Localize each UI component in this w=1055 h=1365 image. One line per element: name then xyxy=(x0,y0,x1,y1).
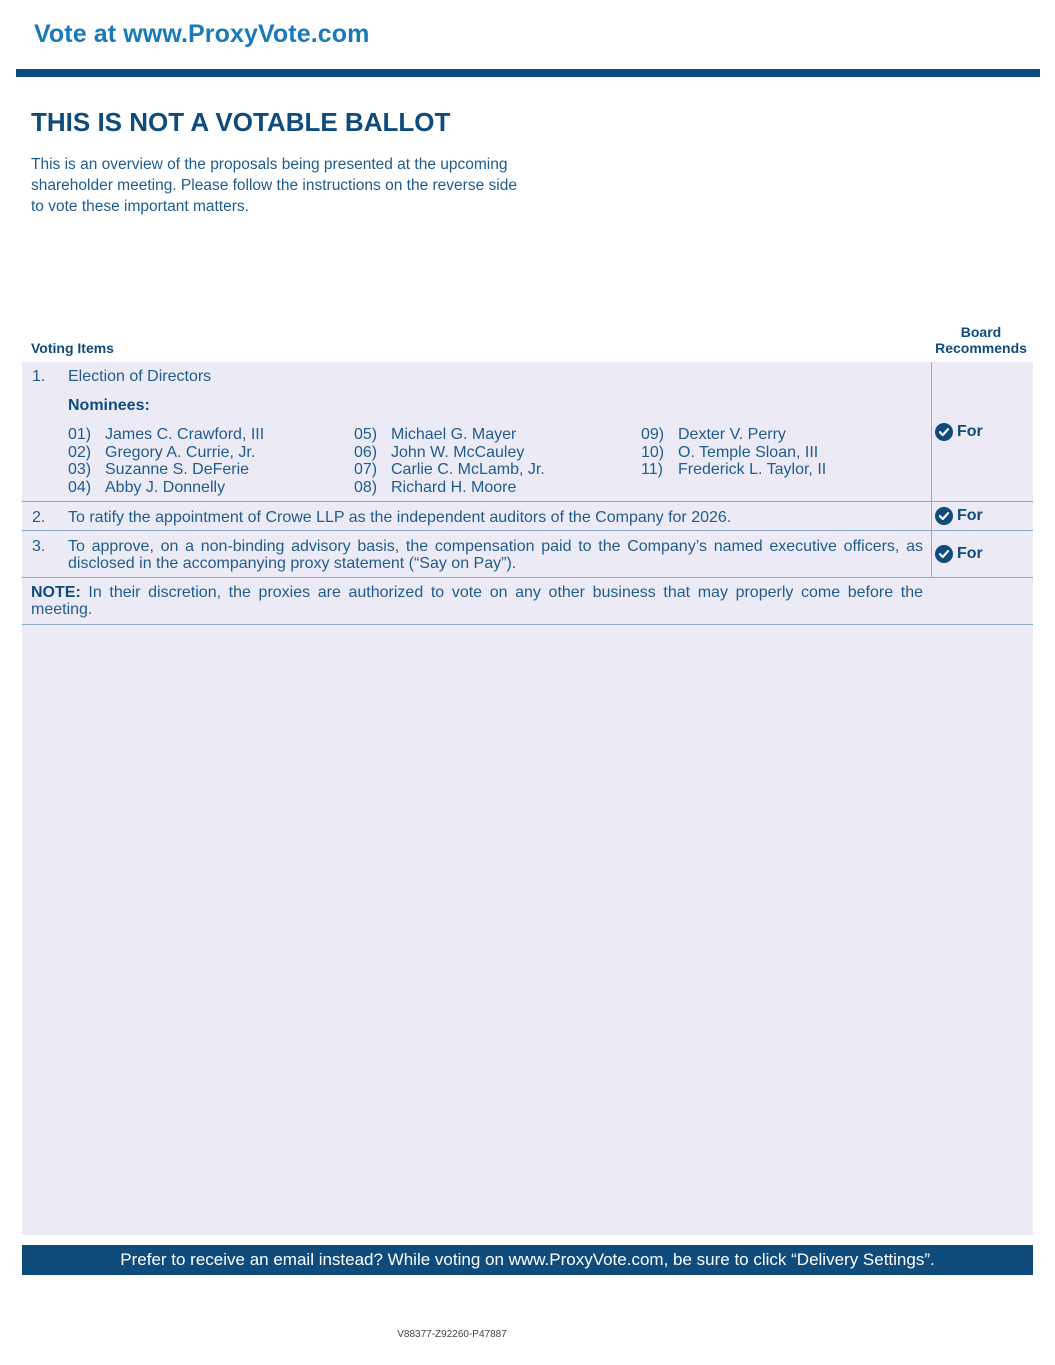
item-number: 1. xyxy=(32,368,46,385)
voting-item-3 xyxy=(22,531,1033,578)
check-circle-icon xyxy=(935,545,953,563)
recommendation-label: For xyxy=(957,507,983,524)
document-code: V88377-Z92260-P47887 xyxy=(397,1329,507,1340)
nominee-number: 04) xyxy=(68,479,92,497)
nominee-name: James C. Crawford, III xyxy=(105,426,265,443)
note-text xyxy=(31,584,923,618)
check-circle-icon xyxy=(935,423,953,441)
nominee-name: O. Temple Sloan, III xyxy=(678,443,819,461)
item-number: 2. xyxy=(32,509,46,526)
board-recommendation xyxy=(935,545,983,563)
nominee-name: Richard H. Moore xyxy=(391,479,517,497)
nominee-number: 05) xyxy=(354,426,378,443)
item-number: 3. xyxy=(32,538,46,555)
nominee xyxy=(354,479,545,497)
nominee xyxy=(641,444,826,462)
nominee-name: Gregory A. Currie, Jr. xyxy=(105,443,256,461)
nominee-column-3 xyxy=(641,426,826,479)
header-rule xyxy=(16,69,1040,77)
voting-items-header: Voting Items xyxy=(31,340,114,356)
nominee xyxy=(354,461,545,479)
board-cell-divider xyxy=(931,531,932,577)
nominee-number: 10) xyxy=(641,443,665,461)
nominee-name: Abby J. Donnelly xyxy=(105,479,226,497)
check-circle-icon xyxy=(935,507,953,525)
nominee-number: 08) xyxy=(354,479,378,497)
nominee-name: Carlie C. McLamb, Jr. xyxy=(391,461,545,479)
nominee-name: Dexter V. Perry xyxy=(678,426,786,443)
item-text: To approve, on a non-binding advisory basis, the compensation paid to the Company’s named executive officers, as disclosed in the accompanying proxy statement (“Say on Pay”). xyxy=(68,538,923,572)
nominee-number: 06) xyxy=(354,443,378,461)
board-cell-divider xyxy=(931,362,932,501)
nominee xyxy=(354,426,545,444)
recommendation-label: For xyxy=(957,423,983,440)
nominee xyxy=(354,444,545,462)
note-label: NOTE: xyxy=(31,584,81,601)
nominee-number: 01) xyxy=(68,426,92,443)
nominee-name: Michael G. Mayer xyxy=(391,426,517,443)
recommendation-label: For xyxy=(957,545,983,562)
nominee xyxy=(68,479,264,497)
note-body: In their discretion, the proxies are authorized to vote on any other business that may properly come before the meeting. xyxy=(31,584,923,618)
nominee xyxy=(68,426,264,444)
email-delivery-text: Prefer to receive an email instead? While voting on www.ProxyVote.com, be sure to click “Delivery Settings”. xyxy=(120,1250,935,1269)
voting-item-2 xyxy=(22,502,1033,531)
note-row xyxy=(22,578,1033,625)
nominee-name: John W. McCauley xyxy=(391,443,525,461)
nominee-number: 02) xyxy=(68,443,92,461)
item-text: To ratify the appointment of Crowe LLP as the independent auditors of the Company for 2026. xyxy=(68,509,732,526)
nominee-name: Suzanne S. DeFerie xyxy=(105,461,250,479)
board-header-line1: Board xyxy=(960,324,1002,340)
nominee-number: 11) xyxy=(641,461,663,479)
board-header-line2: Recommends xyxy=(935,340,1027,356)
nominee xyxy=(68,444,264,462)
nominee-column-1 xyxy=(68,426,264,497)
nominee xyxy=(68,461,264,479)
nominee-number: 03) xyxy=(68,461,92,479)
email-delivery-banner xyxy=(22,1245,1033,1275)
board-recommendation xyxy=(935,423,983,441)
nominee-column-2 xyxy=(354,426,545,497)
item-text: Election of Directors xyxy=(68,368,212,385)
nominees-label: Nominees: xyxy=(68,397,150,414)
board-cell-divider xyxy=(931,502,932,530)
nominee xyxy=(641,461,826,479)
nominee-name: Frederick L. Taylor, II xyxy=(678,461,827,479)
nominee-number: 07) xyxy=(354,461,378,479)
nominee-number: 09) xyxy=(641,426,665,443)
page-title: THIS IS NOT A VOTABLE BALLOT xyxy=(31,107,451,137)
intro-text: This is an overview of the proposals being presented at the upcoming shareholder meeting. Please follow the instructions on the reverse side to vote these important matters. xyxy=(31,156,517,215)
board-recommendation xyxy=(935,507,983,525)
board-recommends-header xyxy=(930,324,1032,356)
nominee xyxy=(641,426,826,444)
voting-item-1 xyxy=(22,362,1033,502)
vote-website-link[interactable]: Vote at www.ProxyVote.com xyxy=(34,20,370,48)
